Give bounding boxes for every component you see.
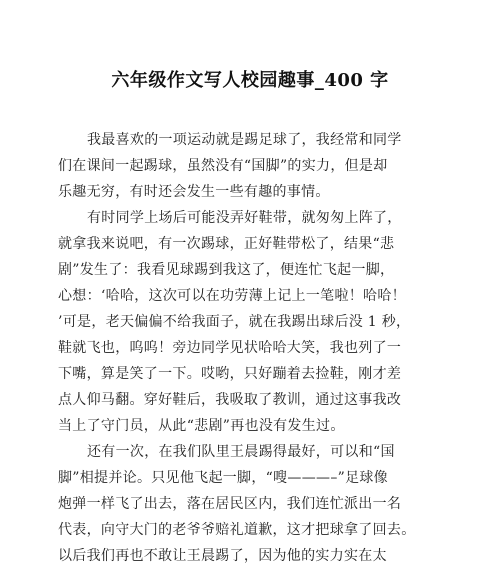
body-line: 鞋就飞也，呜呜！旁边同学见状哈哈大笑，我也列了一 <box>58 340 402 356</box>
body-line: 我最喜欢的一项运动就是踢足球了，我经常和同学 <box>87 132 402 148</box>
body-line: 以后我们再也不敢让王晨踢了，因为他的实力实在太 <box>58 548 387 564</box>
document-body <box>58 127 448 569</box>
body-line: 们在课间一起踢球，虽然没有“国脚”的实力，但是却 <box>58 158 388 174</box>
body-line: 心想：‘哈哈，这次可以在功劳薄上记上一笔啦！哈哈！ <box>58 288 406 304</box>
body-line: 还有一次，在我们队里王晨踢得最好，可以和“国 <box>87 444 395 460</box>
body-line: 代表，向守大门的老爷爷赔礼道歉，这才把球拿了回去。 <box>58 522 416 538</box>
body-line: 就拿我来说吧，有一次踢球，正好鞋带松了，结果“悲 <box>58 236 395 252</box>
document-title: 六年级作文写人校园趣事_400 字 <box>111 70 389 91</box>
body-line: 有时同学上场后可能没弄好鞋带，就匆匆上阵了， <box>87 210 402 226</box>
body-line: 脚”相提并论。只见他飞起一脚，“嗖———–”足球像 <box>58 470 388 486</box>
body-line: 乐趣无穷，有时还会发生一些有趣的事情。 <box>58 184 330 200</box>
body-line: 当上了守门员，从此“悲剧”再也没有发生过。 <box>58 418 345 434</box>
body-line: ’可是，老天偏偏不给我面子，就在我踢出球后没 1 秒， <box>58 314 411 330</box>
body-line: 下嘴，算是笑了一下。哎哟，只好蹦着去捡鞋，刚才差 <box>58 366 402 382</box>
body-line: 剧”发生了：我看见球踢到我这了，便连忙飞起一脚， <box>58 262 395 278</box>
body-line: 炮弹一样飞了出去，落在居民区内，我们连忙派出一名 <box>58 496 402 512</box>
body-line: 点人仰马翻。穿好鞋后，我吸取了教训，通过这事我改 <box>58 392 402 408</box>
